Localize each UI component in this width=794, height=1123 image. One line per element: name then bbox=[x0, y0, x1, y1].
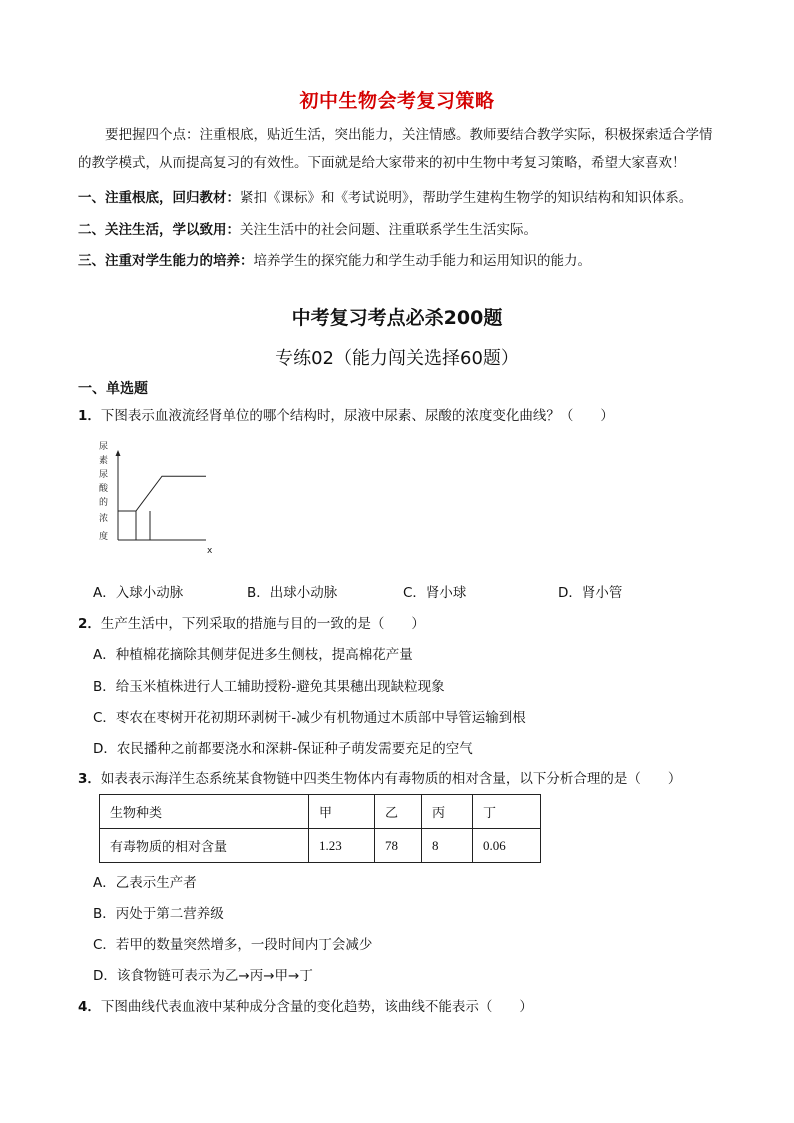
question-1-number: 1． bbox=[78, 408, 101, 424]
section-title: 一、单选题 bbox=[78, 381, 148, 397]
table-row bbox=[100, 829, 541, 863]
q3-option-d: D．该食物链可表示为乙→丙→甲→丁 bbox=[93, 968, 313, 984]
table-cell: 8 bbox=[422, 829, 473, 863]
table-cell: 78 bbox=[375, 829, 422, 863]
question-4-number: 4． bbox=[78, 999, 101, 1015]
q1-option-d: D．肾小管 bbox=[558, 585, 623, 601]
point-3-text: 培养学生的探究能力和学生动手能力和运用知识的能力。 bbox=[253, 253, 591, 269]
table-cell: 甲 bbox=[309, 795, 375, 829]
question-1 bbox=[78, 404, 614, 424]
q3-option-a: A．乙表示生产者 bbox=[93, 875, 197, 891]
table-row bbox=[100, 795, 541, 829]
concentration-chart bbox=[94, 438, 224, 558]
q3-option-c: C．若甲的数量突然增多，一段时间内丁会减少 bbox=[93, 937, 373, 953]
ylabel-char: 度 bbox=[99, 532, 109, 542]
table-cell: 1.23 bbox=[309, 829, 375, 863]
ylabel-char: 尿 bbox=[99, 442, 109, 452]
point-1 bbox=[78, 186, 692, 206]
q1-option-a: A．入球小动脉 bbox=[93, 585, 184, 601]
ylabel-char: 浓 bbox=[99, 514, 109, 524]
table-cell: 丙 bbox=[422, 795, 473, 829]
q2-option-c: C．枣农在枣树开花初期环剥树干-减少有机物通过木质部中导管运输到根 bbox=[93, 710, 526, 726]
document-title: 初中生物会考复习策略 bbox=[299, 90, 495, 112]
table-cell: 0.06 bbox=[473, 829, 541, 863]
question-2-number: 2． bbox=[78, 616, 101, 632]
table-cell: 丁 bbox=[473, 795, 541, 829]
question-4-text: 下图曲线代表血液中某种成分含量的变化趋势，该曲线不能表示（ ） bbox=[100, 999, 533, 1015]
question-3-number: 3． bbox=[78, 771, 101, 787]
point-2-head: 二、关注生活，学以致用： bbox=[78, 222, 240, 238]
ylabel-char: 酸 bbox=[99, 484, 109, 494]
x-axis-label: x bbox=[207, 546, 213, 556]
ylabel-char: 尿 bbox=[99, 470, 109, 480]
y-axis-arrow bbox=[116, 450, 121, 456]
ylabel-char: 素 bbox=[99, 456, 109, 466]
q1-option-b: B．出球小动脉 bbox=[247, 585, 338, 601]
q1-option-c: C．肾小球 bbox=[403, 585, 467, 601]
table-cell: 生物种类 bbox=[100, 795, 309, 829]
intro-paragraph: 要把握四个点：注重根底，贴近生活，突出能力，关注情感。教师要结合教学实际，积极探索适合学情的教学模式，从而提高复习的有效性。下面就是给大家带来的初中生物中考复习策略，希望大家喜欢！ bbox=[78, 127, 713, 171]
question-2 bbox=[78, 612, 425, 632]
table-cell: 乙 bbox=[375, 795, 422, 829]
question-3-text: 如表表示海洋生态系统某食物链中四类生物体内有毒物质的相对含量，以下分析合理的是（ ） bbox=[100, 771, 682, 787]
q2-option-b: B．给玉米植株进行人工辅助授粉-避免其果穗出现缺粒现象 bbox=[93, 679, 445, 695]
question-4 bbox=[78, 995, 533, 1015]
point-2 bbox=[78, 218, 537, 238]
ylabel-char: 的 bbox=[99, 498, 109, 508]
point-1-head: 一、注重根底，回归教材： bbox=[78, 190, 240, 206]
chart-ylabel bbox=[99, 441, 109, 542]
point-3 bbox=[78, 249, 591, 269]
practice-heading: 中考复习考点必杀200题 bbox=[291, 307, 503, 329]
toxin-table bbox=[99, 794, 541, 863]
table-cell: 有毒物质的相对含量 bbox=[100, 829, 309, 863]
q2-option-d: D．农民播种之前都要浇水和深耕-保证种子萌发需要充足的空气 bbox=[93, 741, 473, 757]
question-2-text: 生产生活中，下列采取的措施与目的一致的是（ ） bbox=[100, 616, 425, 632]
concentration-curve bbox=[118, 476, 206, 511]
point-3-head: 三、注重对学生能力的培养： bbox=[78, 253, 254, 269]
question-1-text: 下图表示血液流经肾单位的哪个结构时，尿液中尿素、尿酸的浓度变化曲线？（ ） bbox=[100, 408, 614, 424]
point-2-text: 关注生活中的社会问题、注重联系学生生活实际。 bbox=[240, 222, 537, 238]
question-3 bbox=[78, 767, 681, 787]
point-1-text: 紧扣《课标》和《考试说明》，帮助学生建构生物学的知识结构和知识体系。 bbox=[240, 190, 693, 206]
q3-option-b: B．丙处于第二营养级 bbox=[93, 906, 224, 922]
practice-subheading: 专练02（能力闯关选择60题） bbox=[275, 348, 519, 369]
q2-option-a: A．种植棉花摘除其侧芽促进多生侧枝，提高棉花产量 bbox=[93, 647, 413, 663]
